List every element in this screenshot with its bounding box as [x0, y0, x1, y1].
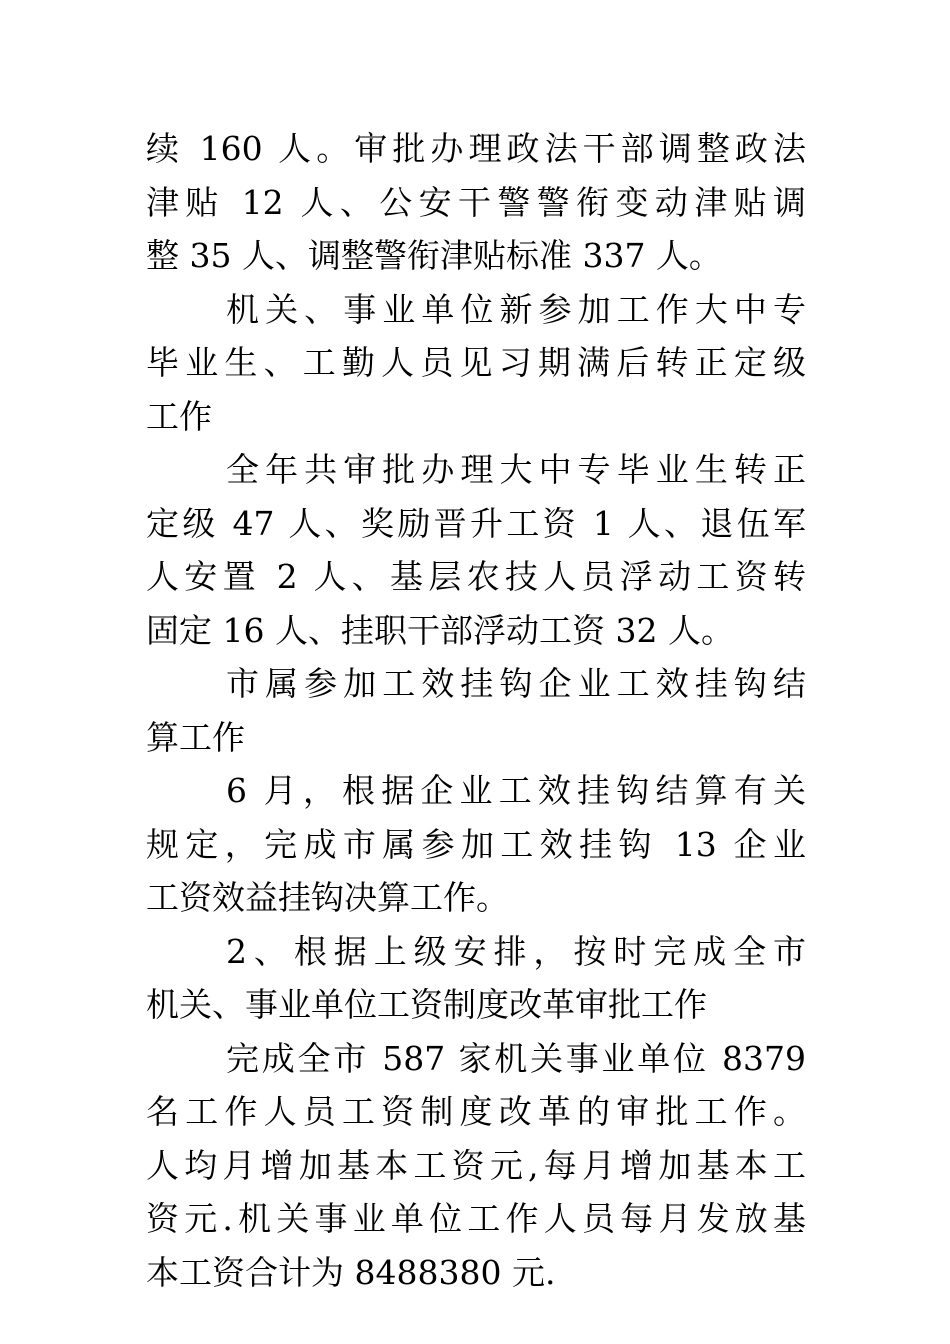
text-line: 人均月增加基本工资元,每月增加基本工 — [146, 1145, 806, 1185]
paragraph-2 — [146, 283, 806, 444]
text-line: 算工作 — [146, 717, 245, 757]
text-line: 机关、事业单位新参加工作大中专 — [226, 289, 806, 329]
document-body — [146, 122, 806, 1299]
paragraph-4 — [146, 657, 806, 764]
paragraph-3 — [146, 443, 806, 657]
text-line: 固定 16 人、挂职干部浮动工资 32 人。 — [146, 610, 734, 650]
paragraph-1 — [146, 122, 806, 283]
text-line: 市属参加工效挂钩企业工效挂钩结 — [226, 664, 806, 703]
text-line: 工作 — [146, 396, 212, 436]
text-line: 工资效益挂钩决算工作。 — [146, 878, 509, 917]
text-line: 人安置 2 人、基层农技人员浮动工资转 — [146, 557, 806, 596]
text-line: 规定，完成市属参加工效挂钩 13 企业 — [146, 824, 806, 864]
text-line: 毕业生、工勤人员见习期满后转正定级 — [146, 343, 806, 382]
text-line: 机关、事业单位工资制度改革审批工作 — [146, 985, 707, 1024]
text-line: 定级 47 人、奖励晋升工资 1 人、退伍军 — [146, 503, 806, 543]
text-line: 2、根据上级安排，按时完成全市 — [226, 931, 806, 971]
text-line: 6 月，根据企业工效挂钩结算有关 — [226, 771, 806, 810]
text-line: 全年共审批办理大中专毕业生转正 — [226, 450, 806, 489]
text-line: 整 35 人、调整警衔津贴标准 337 人。 — [146, 236, 722, 275]
text-line: 名工作人员工资制度改革的审批工作。 — [146, 1092, 806, 1131]
text-line: 津贴 12 人、公安干警警衔变动津贴调 — [146, 182, 806, 222]
paragraph-5 — [146, 764, 806, 925]
paragraph-7 — [146, 1032, 806, 1300]
text-line: 本工资合计为 8488380 元. — [146, 1252, 556, 1292]
text-line: 完成全市 587 家机关事业单位 8379 — [226, 1038, 806, 1078]
paragraph-6 — [146, 925, 806, 1032]
text-line: 续 160 人。审批办理政法干部调整政法 — [146, 129, 806, 168]
text-line: 资元.机关事业单位工作人员每月发放基 — [146, 1199, 806, 1238]
